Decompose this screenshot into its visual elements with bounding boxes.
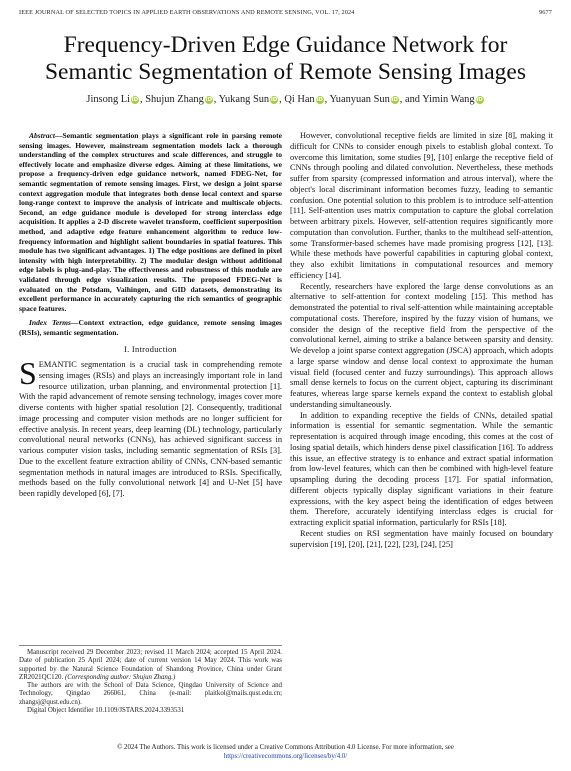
orcid-icon[interactable]: iD [476, 97, 483, 103]
abstract [19, 131, 282, 313]
license-link[interactable]: https://creativecommons.org/licenses/by/4.0/ [223, 753, 348, 760]
abstract-label: Abstract— [29, 131, 63, 140]
author-separator: , [140, 94, 146, 105]
section-heading: I. Introduction [124, 345, 177, 355]
footnote-affiliation: The authors are with the School of Data Science, Qingdao University of Science and Technology, Qingdao 266061, China (e-mail: plaitkol@mails.qust.edu.cn; zhangsj@qust.edu.cn). [19, 682, 282, 706]
author-separator: , [324, 94, 330, 105]
author-separator: , [213, 94, 219, 105]
orcid-icon[interactable]: iD [270, 97, 278, 103]
author-name: Yimin Wang [422, 94, 475, 105]
body-paragraph: However, convolutional receptive fields are limited in size [8], making it difficult for CNNs to consider enough pixels to establish global context. To overcome this limitation, some studies [9], [10] enlarge the receptive field of CNNs through pooling and dilated convolution. Nevertheless, these methods suffer from sparsity (compressed information and atrous interval), where the object's local discriminant information becomes fuzzy, leading to semantic confusion. One potential solution to this problem is to introduce self-attention [11]. Self-attention uses matrix computation to capture the global correlation between arbitrary pixels. However, self-attention requires significantly more computation than convolution. Further, thanks to the multihead self-attention, some Transformer-based schemes have made promising progress [12], [13]. While these methods have powerful capabilities in capturing global context, they also exhibit limitations in computational resources and memory efficiency [14]. [290, 131, 553, 280]
journal-name: IEEE JOURNAL OF SELECTED TOPICS IN APPLIED EARTH OBSERVATIONS AND REMOTE SENSING, VOL. 17, 2024 [19, 9, 355, 16]
author-name: Qi Han [284, 94, 315, 105]
intro-text: EMANTIC segmentation is a crucial task in comprehending remote sensing images (RSIs) and plays an increasingly important role in land resource utilization, urban planning, and environmental protection [1]. With the rapid advancement of remote sensing technology, images cover more diverse contents with higher spatial resolution [2]. Consequently, traditional image processing and computer vision methods are no longer sufficient for effective analysis. In recent years, deep learning (DL) technology, particularly convolutional neural networks (CNNs), has achieved significant success in various computer vision tasks, including semantic segmentation of RSIs [3]. Due to the excellent feature extraction ability of CNNs, CNN-based semantic segmentation methods in natural images are introduced to RSIs. Specifically, methods based on the fully convolutional network [4] and U-Net [5] have been rapidly developed [6], [7]. [19, 360, 282, 499]
paper-title [10, 32, 561, 86]
right-column [290, 131, 553, 550]
left-column [19, 131, 282, 500]
footnote-doi: Digital Object Identifier 10.1109/JSTARS.2024.3393531 [27, 707, 185, 715]
orcid-icon[interactable]: iD [391, 97, 398, 103]
index-terms [19, 318, 282, 337]
footnote-corresponding: (Corresponding author: Shujun Zhang.) [64, 673, 176, 681]
index-terms-label: Index Terms— [29, 318, 79, 328]
footnote-manuscript [19, 649, 282, 682]
license-text: © 2024 The Authors. This work is licensed under a Creative Commons Attribution 4.0 License. For more information, see [117, 744, 454, 751]
intro-paragraph [19, 355, 282, 500]
footnote-rule [19, 645, 282, 646]
running-header [19, 9, 552, 16]
body-paragraph: Recent studies on RSI segmentation have mainly focused on boundary supervision [19], [20], [21], [22], [23], [24], [25] [290, 528, 553, 549]
index-terms-text: Context extraction, edge guidance, remote sensing images (RSIs), semantic segmentation. [19, 318, 282, 337]
footnote-dates: Manuscript received 29 December 2023; revised 11 March 2024; accepted 15 April 2024. Date of publication 25 April 2024; date of current version 14 May 2024. This work was supported by the Natural Science Foundation of Shandong Province, China under Grant ZR2021QC120. [19, 649, 282, 681]
author-separator: , [279, 94, 285, 105]
footnote [19, 645, 282, 715]
page-number: 9677 [539, 9, 552, 16]
author-name: Jinsong Li [86, 94, 130, 105]
orcid-icon[interactable]: iD [205, 97, 213, 103]
author-list [10, 94, 561, 105]
orcid-icon[interactable]: iD [316, 97, 323, 103]
body-paragraph: Recently, researchers have explored the large dense convolutions as an alternative to self-attention for context modeling [15]. This method has demonstrated the potential to rival self-attention while maintaining acceptable computational costs. Therefore, inspired by the fuzzy vision of humans, we consider the design of the receptive field from the perspective of the convolutional kernel, aiming to strike a balance between sparsity and density. We develop a joint sparse context aggregation (JSCA) approach, which adopts a large sparse window and dense local context to approximate the human visual field (focused center and fuzzy surroundings). This approach allows small dense kernels to focus on the current object, capturing its discriminant features, whereas large sparse kernels expand the context to establish global understanding simultaneously. [290, 281, 553, 409]
body-paragraph: In addition to expanding receptive the fields of CNNs, detailed spatial information is essential for semantic segmentation. While the semantic representation is acquired through image encoding, this comes at the cost of losing spatial details, which hinders dense pixel classification [16]. To address this issue, an effective strategy is to enhance and extract spatial information from low-level features, which can then be combined with high-level feature upsampling during the decoding process [17]. For spatial information, different objects typically display significant variations in their feature expressions, with the key aspect being the identification of edges between them. Therefore, accurately identifying interclass edges is crucial for extracting explicit spatial information, particularly for RSIs [18]. [290, 410, 553, 527]
author-name: Yuanyuan Sun [329, 94, 390, 105]
drop-cap: S [19, 355, 37, 392]
author-name: Yukang Sun [218, 94, 270, 105]
title-line-2: Semantic Segmentation of Remote Sensing Images [44, 59, 526, 85]
author-separator: , and [399, 94, 423, 105]
license-notice [0, 743, 571, 761]
orcid-icon[interactable]: iD [131, 97, 139, 103]
author-name: Shujun Zhang [145, 94, 204, 105]
abstract-text: Semantic segmentation plays a significant role in parsing remote sensing images. However, mainstream segmentation models lack a thorough understanding of the complex structures and scale differences, and struggle to effectively locate and emphasize diverse edges. Aiming at these limitations, we propose a frequency-driven edge guidance network, named FDEG-Net, for semantic segmentation of remote sensing images. First, we design a joint sparse context aggregation module that integrates both dense local context and sparse long-range context to improve the analysis of intricate and multiscale objects. Second, an edge guidance module is developed for strong interclass edge acquisition. It applies a 2-D discrete wavelet transform, coefficient superposition method, and adaptive edge feature enhancement algorithm to reduce low-frequency information and highlight salient boundaries in spatial features. This module has two significant advantages. 1) The edge positions are defined in pixel intensity with high interpretability. 2) The modular design without additional edge labels is plug-and-play. The effectiveness and robustness of this module are validated through edge visualization results. The proposed FDEG-Net is evaluated on the Potsdam, Vaihingen, and GID datasets, demonstrating its excellent performance in accurately capturing the rich semantics of geographic space features. [19, 131, 282, 313]
title-line-1: Frequency-Driven Edge Guidance Network for [63, 32, 508, 58]
